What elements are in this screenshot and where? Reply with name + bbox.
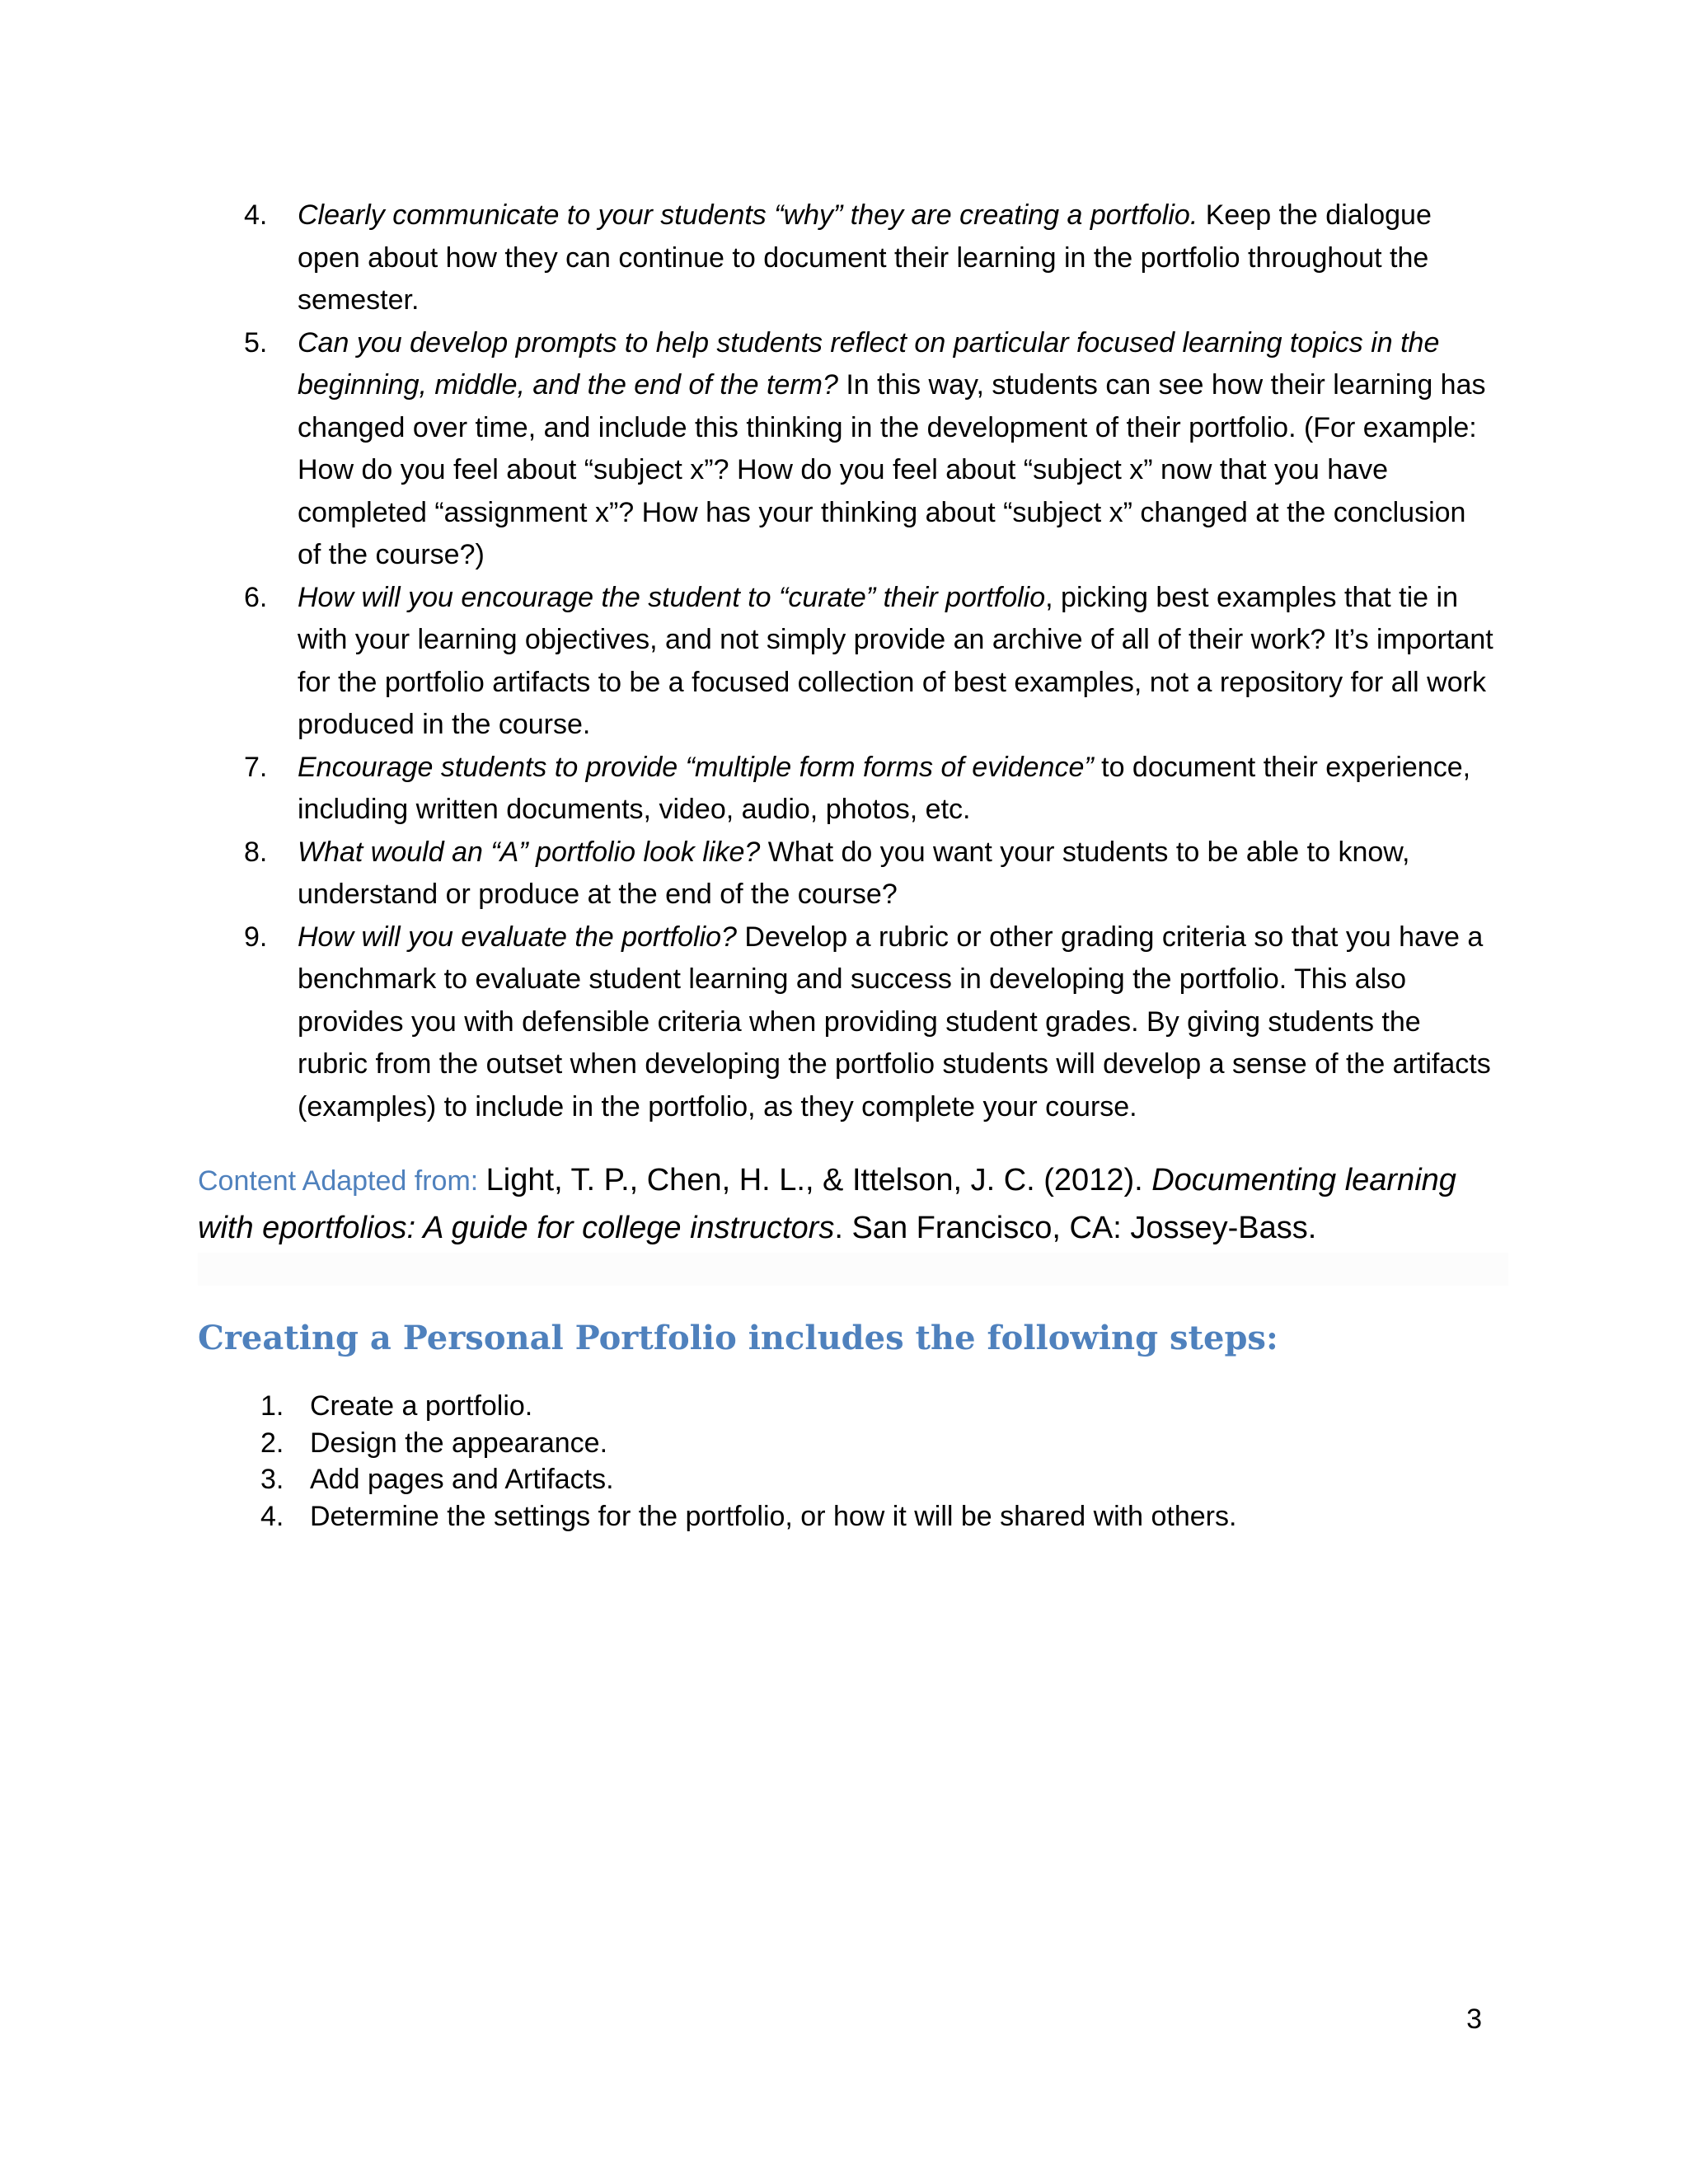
citation-label: Content Adapted from:: [198, 1165, 486, 1197]
step-text: Determine the settings for the portfolio, or how it will be shared with others.: [310, 1500, 1237, 1532]
guidance-item: [244, 832, 1497, 916]
step-number: 3.: [260, 1464, 284, 1495]
citation-publisher: . San Francisco, CA: Jossey-Bass.: [834, 1211, 1317, 1245]
step-text: Design the appearance.: [310, 1427, 608, 1459]
guidance-lead: Can you develop prompts to help students reflect on particular focused learning topics in the beginning, middle, and the end of the term?: [298, 326, 1440, 401]
guidance-lead: Clearly communicate to your students “why” they are creating a portfolio.: [298, 199, 1198, 231]
guidance-text: Develop a rubric or other grading criteria so that you have a benchmark to evaluate student learning and success in developing the portfolio. This also provides you with defensible criteria when providing student grades. By giving students the rubric from the outset when developing the portfolio students will develop a sense of the artifacts (examples) to include in the portfolio, as they complete your course.: [298, 921, 1491, 1122]
guidance-text: What do you want your students to be able to know, understand or produce at the end of the course?: [298, 836, 1410, 910]
step-number: 1.: [260, 1390, 284, 1422]
guidance-item: [244, 916, 1497, 1129]
step-item: [260, 1388, 1497, 1425]
page-number: 3: [1466, 2004, 1482, 2035]
guidance-text: , picking best examples that tie in with your learning objectives, and not simply provide an archive of all of their work? It’s important for the portfolio artifacts to be a focused collection of best examples, not a repository for all work produced in the course.: [298, 581, 1493, 740]
step-number: 4.: [260, 1500, 284, 1532]
section-heading: Creating a Personal Portfolio includes the following steps:: [198, 1319, 1278, 1357]
guidance-text: In this way, students can see how their learning has changed over time, and include this thinking in the development of their portfolio. (For example: How do you feel about “subject x”? How do you feel about “subject x” now that you have completed “assignment x”? How has your thinking about “subject x” changed at the conclusion of the course?): [298, 369, 1486, 570]
guidance-list: [244, 194, 1497, 1128]
guidance-lead: How will you evaluate the portfolio?: [298, 921, 737, 953]
guidance-number: 7.: [244, 751, 268, 783]
guidance-text: to document their experience, including written documents, video, audio, photos, etc.: [298, 751, 1471, 825]
step-number: 2.: [260, 1427, 284, 1459]
guidance-item: [244, 747, 1497, 832]
step-text: Add pages and Artifacts.: [310, 1464, 614, 1495]
guidance-lead: What would an “A” portfolio look like?: [298, 836, 761, 868]
step-item: [260, 1498, 1497, 1535]
guidance-item: [244, 322, 1497, 577]
guidance-number: 5.: [244, 326, 268, 359]
citation-title: Documenting learning with eportfolios: A guide for college instructors: [198, 1163, 1456, 1245]
step-text: Create a portfolio.: [310, 1390, 533, 1422]
steps-list: [260, 1388, 1497, 1535]
guidance-number: 6.: [244, 581, 268, 613]
faint-divider: [198, 1253, 1508, 1286]
guidance-number: 9.: [244, 921, 268, 953]
citation: [198, 1157, 1508, 1252]
guidance-lead: Encourage students to provide “multiple form forms of evidence”: [298, 751, 1094, 783]
guidance-text: Keep the dialogue open about how they can continue to document their learning in the portfolio throughout the semester.: [298, 199, 1432, 316]
guidance-number: 8.: [244, 836, 268, 868]
guidance-item: [244, 577, 1497, 747]
citation-authors: Light, T. P., Chen, H. L., & Ittelson, J. C. (2012).: [485, 1163, 1152, 1197]
step-item: [260, 1425, 1497, 1462]
guidance-number: 4.: [244, 199, 268, 231]
guidance-item: [244, 194, 1497, 322]
guidance-lead: How will you encourage the student to “curate” their portfolio: [298, 581, 1046, 613]
step-item: [260, 1461, 1497, 1498]
